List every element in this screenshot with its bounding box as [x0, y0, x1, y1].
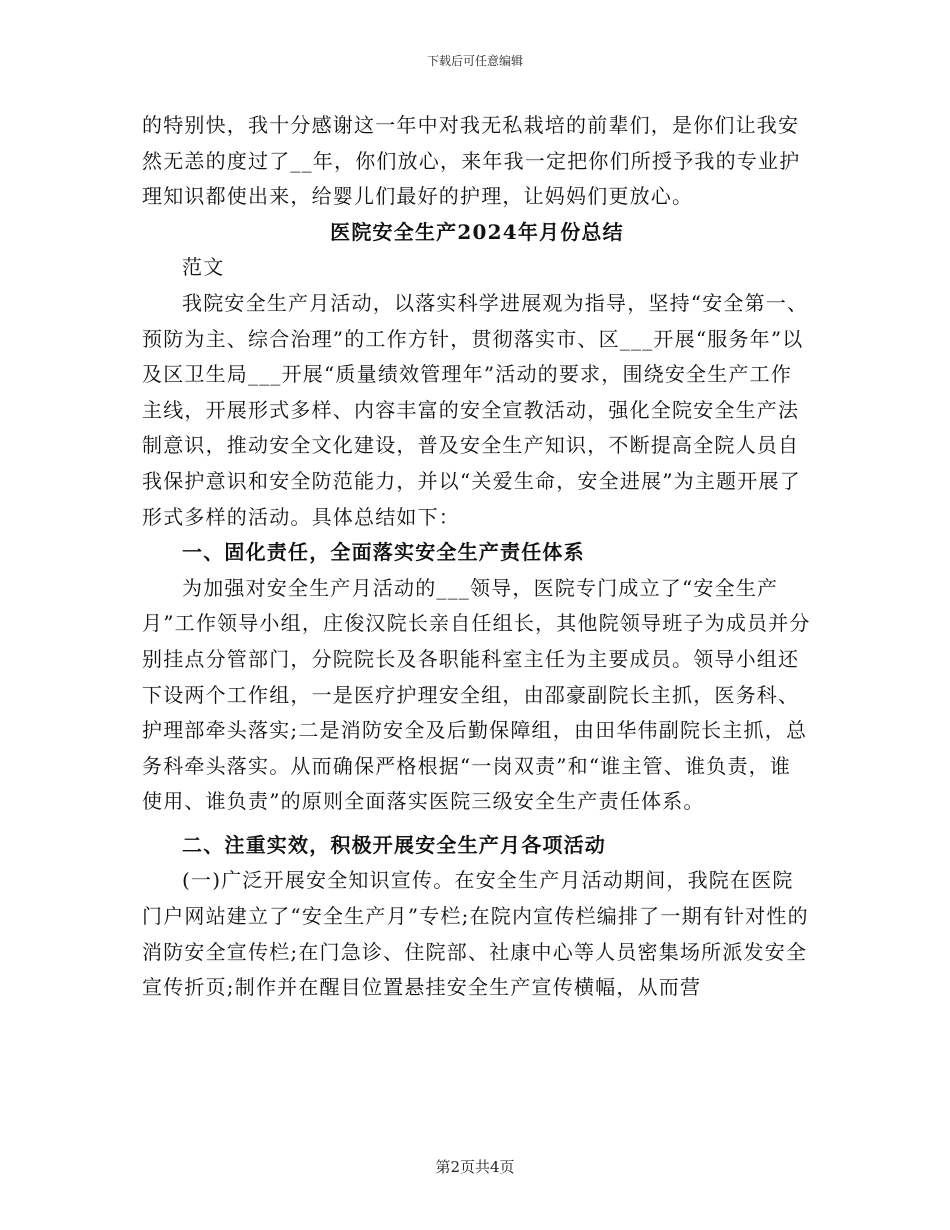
document-subtitle: 范文 [182, 255, 225, 280]
continuation-paragraph: 的特别快，我十分感谢这一年中对我无私栽培的前辈们，是你们让我安然无恙的度过了__年，你们放心，来年我一定把你们所授予我的专业护理知识都使出来，给婴儿们最好的护理，让妈妈们更放心。 [142, 113, 801, 209]
page-footer-number: 第2页共4页 [435, 1158, 515, 1176]
page-header-note: 下载后可任意编辑 [426, 54, 523, 68]
section-heading-2: 二、注重实效，积极开展安全生产月各项活动 [182, 832, 606, 857]
document-title: 医院安全生产2024年月份总结 [330, 219, 624, 244]
document-body [142, 108, 812, 1006]
section-body-1: 为加强对安全生产月活动的___领导，医院专门成立了“安全生产月”工作领导小组，庄俊汉院长亲自任组长，其他院领导班子为成员并分别挂点分管部门，分院院长及各职能科室主任为主要成员。领导小组还下设两个工作组，一是医疗护理安全组，由邵豪副院长主抓，医务科、护理部牵头落实;二是消防安全及后勤保障组，由田华伟副院长主抓，总务科牵头落实。从而确保严格根据“一岗双责”和“谁主管、谁负责，谁使用、谁负责”的原则全面落实医院三级安全生产责任体系。 [142, 575, 811, 814]
section-body-2: (一)广泛开展安全知识宣传。在安全生产月活动期间，我院在医院门户网站建立了“安全生产月”专栏;在院内宣传栏编排了一期有针对性的消防安全宣传栏;在门急诊、住院部、社康中心等人员密集场所派发安全宣传折页;制作并在醒目位置悬挂安全生产宣传横幅，从而营 [142, 868, 809, 1000]
intro-paragraph: 我院安全生产月活动，以落实科学进展观为指导，坚持“安全第一、预防为主、综合治理”的工作方针，贯彻落实市、区___开展“服务年”以及区卫生局___开展“质量绩效管理年”活动的要求，围绕安全生产工作主线，开展形式多样、内容丰富的安全宣教活动，强化全院安全生产法制意识，推动安全文化建设，普及安全生产知识，不断提高全院人员自我保护意识和安全防范能力，并以“关爱生命，安全进展”为主题开展了形式多样的活动。具体总结如下： [142, 290, 809, 529]
section-heading-1: 一、固化责任，全面落实安全生产责任体系 [182, 540, 585, 565]
